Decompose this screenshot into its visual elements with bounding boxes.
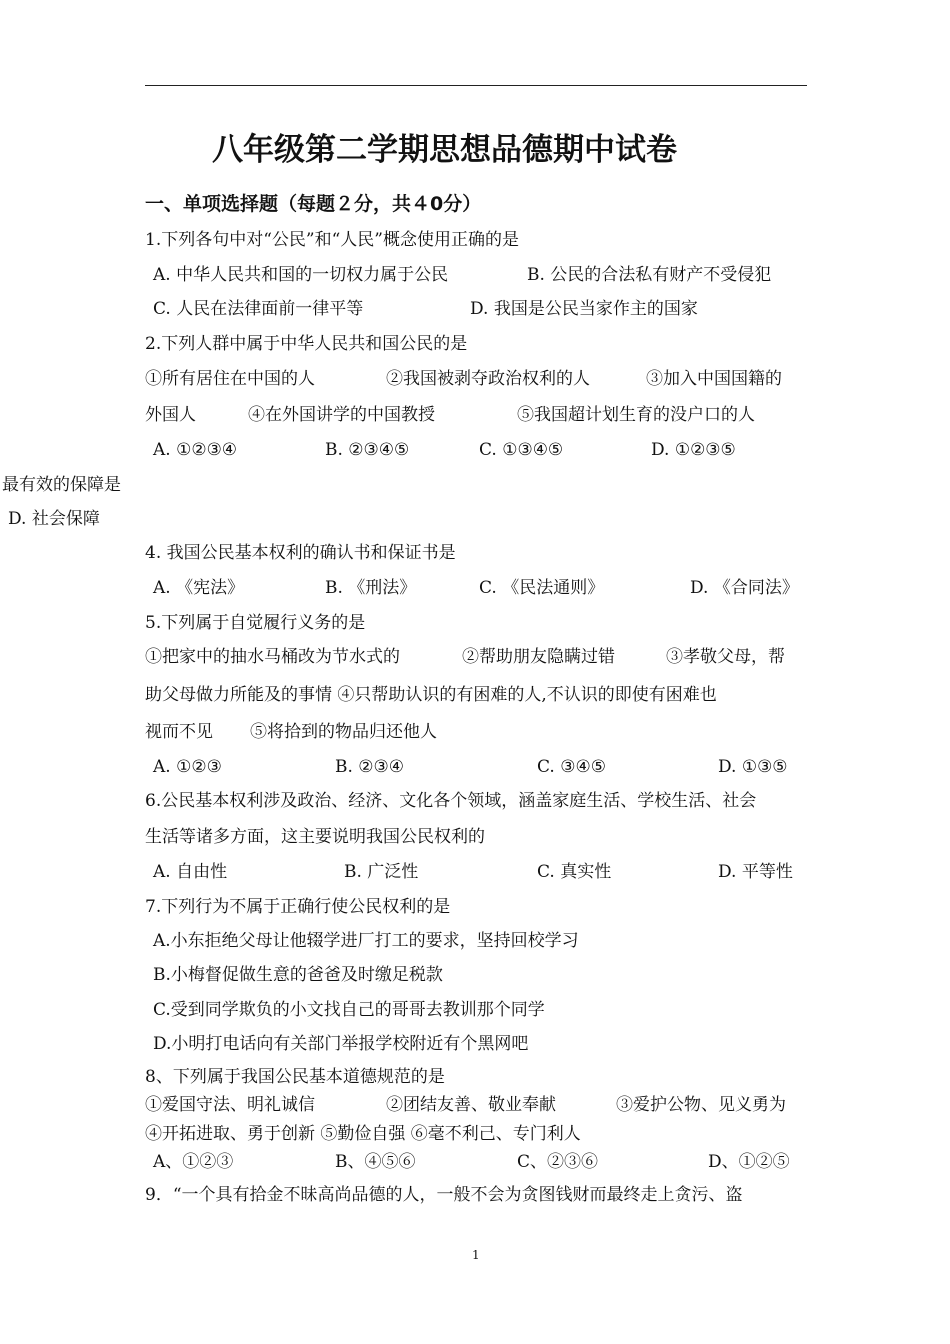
q2-item-3: ③加入中国国籍的 xyxy=(646,369,782,389)
q2-stem: 2.下列人群中属于中华人民共和国公民的是 xyxy=(145,334,468,354)
q8-items-4-6: ④开拓进取、勇于创新 ⑤勤俭自强 ⑥毫不利己、专门利人 xyxy=(145,1124,581,1144)
q6-stem-line2: 生活等诸多方面，这主要说明我国公民权利的 xyxy=(145,827,485,847)
q8-option-a: A、①②③ xyxy=(153,1152,234,1172)
q5-item-2: ②帮助朋友隐瞒过错 xyxy=(462,647,615,667)
q5-stem: 5.下列属于自觉履行义务的是 xyxy=(145,613,366,633)
q3-option-d: D. 社会保障 xyxy=(8,509,100,529)
q1-stem: 1.下列各句中对“公民”和“人民”概念使用正确的是 xyxy=(145,230,519,250)
q2-option-b: B. ②③④⑤ xyxy=(325,440,410,460)
q8-option-c: C、②③⑥ xyxy=(517,1152,599,1172)
q2-option-a: A. ①②③④ xyxy=(153,440,238,460)
q6-option-b: B. 广泛性 xyxy=(344,862,419,882)
q5-item-1: ①把家中的抽水马桶改为节水式的 xyxy=(145,647,400,667)
q4-option-d: D. 《合同法》 xyxy=(690,578,799,598)
q5-option-b: B. ②③④ xyxy=(335,757,405,777)
q2-option-d: D. ①②③⑤ xyxy=(651,440,736,460)
q5-item-5: ⑤将拾到的物品归还他人 xyxy=(250,722,437,742)
q2-item-1: ①所有居住在中国的人 xyxy=(145,369,315,389)
q5-item-3: ③孝敬父母，帮 xyxy=(666,647,785,667)
q1-option-a: A. 中华人民共和国的一切权力属于公民 xyxy=(153,265,449,285)
q7-stem: 7.下列行为不属于正确行使公民权利的是 xyxy=(145,897,451,917)
q5-option-d: D. ①③⑤ xyxy=(718,757,788,777)
q8-stem: 8、下列属于我国公民基本道德规范的是 xyxy=(145,1067,445,1087)
q9-stem: 9．“一个具有拾金不昧高尚品德的人，一般不会为贪图钱财而最终走上贪污、盗 xyxy=(145,1185,743,1205)
q2-item-3-cont: 外国人 xyxy=(145,405,196,425)
q5-item-4-cont: 视而不见 xyxy=(145,722,213,742)
q7-option-c: C.受到同学欺负的小文找自己的哥哥去教训那个同学 xyxy=(153,1000,545,1020)
q1-option-c: C. 人民在法律面前一律平等 xyxy=(153,299,364,319)
section-heading: 一、单项选择题（每题２分，共４0分） xyxy=(145,193,482,215)
q4-option-c: C. 《民法通则》 xyxy=(479,578,605,598)
q8-option-d: D、①②⑤ xyxy=(708,1152,790,1172)
q4-stem: 4. 我国公民基本权利的确认书和保证书是 xyxy=(145,543,456,563)
q4-option-a: A. 《宪法》 xyxy=(153,578,245,598)
page-number: 1 xyxy=(472,1248,480,1262)
q2-item-2: ②我国被剥夺政治权利的人 xyxy=(386,369,590,389)
page-title: 八年级第二学期思想品德期中试卷 xyxy=(212,132,677,168)
q7-option-b: B.小梅督促做生意的爸爸及时缴足税款 xyxy=(153,965,443,985)
q3-fragment: 最有效的保障是 xyxy=(2,475,121,495)
q4-option-b: B. 《刑法》 xyxy=(325,578,417,598)
q1-option-d: D. 我国是公民当家作主的国家 xyxy=(470,299,698,319)
q1-option-b: B. 公民的合法私有财产不受侵犯 xyxy=(527,265,772,285)
q5-item-3-4: 助父母做力所能及的事情 ④只帮助认识的有困难的人,不认识的即使有困难也 xyxy=(145,685,717,705)
q6-option-c: C. 真实性 xyxy=(537,862,612,882)
q8-item-1: ①爱国守法、明礼诚信 xyxy=(145,1095,315,1115)
q8-option-b: B、④⑤⑥ xyxy=(335,1152,416,1172)
q5-option-a: A. ①②③ xyxy=(153,757,222,777)
q2-option-c: C. ①③④⑤ xyxy=(479,440,564,460)
q2-item-5: ⑤我国超计划生育的没户口的人 xyxy=(517,405,755,425)
q6-stem-line1: 6.公民基本权利涉及政治、经济、文化各个领域，涵盖家庭生活、学校生活、社会 xyxy=(145,791,757,811)
q5-option-c: C. ③④⑤ xyxy=(537,757,606,777)
q8-item-3: ③爱护公物、见义勇为 xyxy=(616,1095,786,1115)
q8-item-2: ②团结友善、敬业奉献 xyxy=(386,1095,556,1115)
q7-option-d: D.小明打电话向有关部门举报学校附近有个黑网吧 xyxy=(153,1034,529,1054)
q2-item-4: ④在外国讲学的中国教授 xyxy=(248,405,435,425)
q6-option-d: D. 平等性 xyxy=(718,862,793,882)
q7-option-a: A.小东拒绝父母让他辍学进厂打工的要求，坚持回校学习 xyxy=(153,931,579,951)
header-rule xyxy=(145,85,807,86)
q6-option-a: A. 自由性 xyxy=(153,862,228,882)
